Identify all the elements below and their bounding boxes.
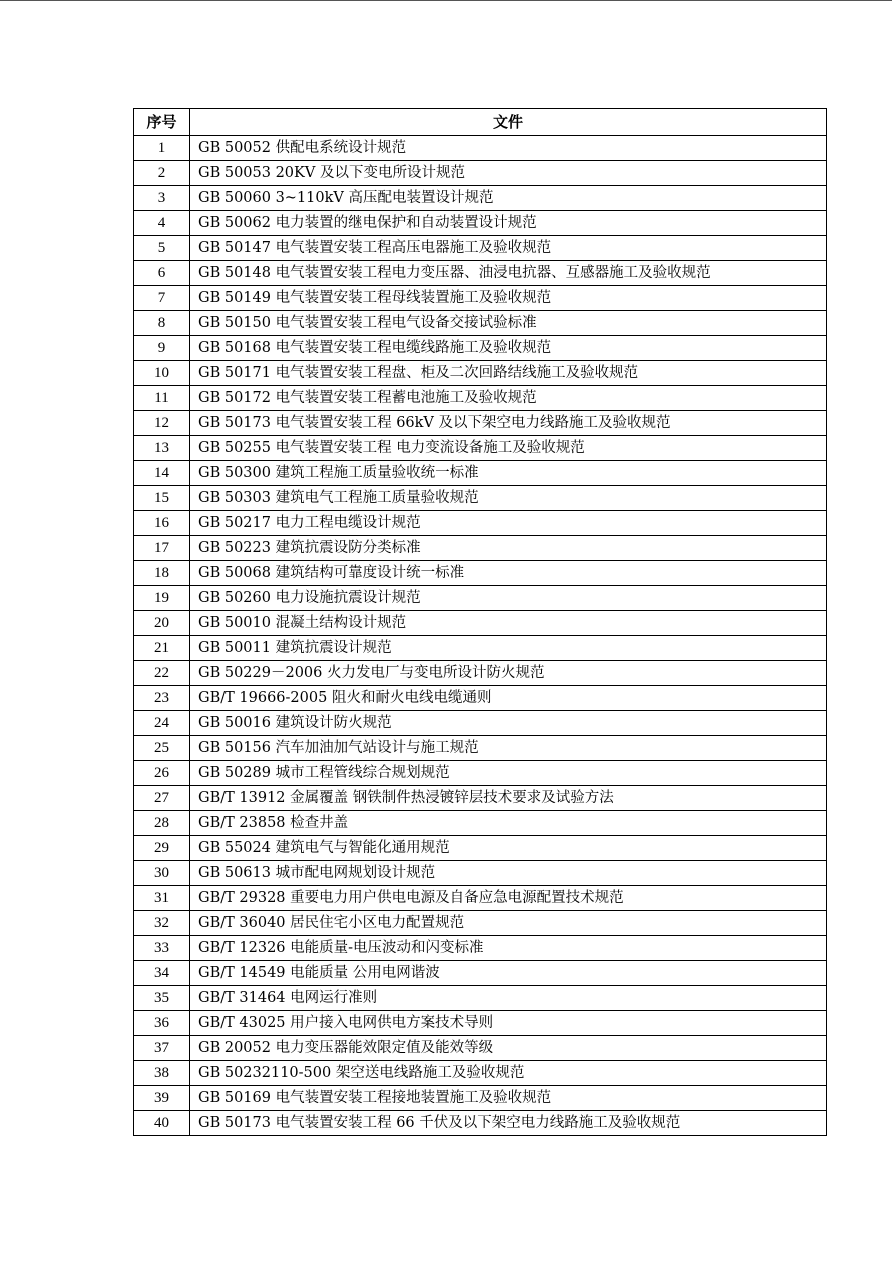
row-index: 26: [134, 761, 190, 786]
table-row: [134, 536, 827, 561]
table-row: [134, 386, 827, 411]
table-row: [134, 136, 827, 161]
row-document: GB 50060 3~110kV 高压配电装置设计规范: [190, 186, 827, 211]
table-body: [134, 136, 827, 1136]
standards-table: [133, 108, 827, 1136]
table-row: [134, 161, 827, 186]
row-document: GB/T 43025 用户接入电网供电方案技术导则: [190, 1011, 827, 1036]
table-row: [134, 186, 827, 211]
row-index: 37: [134, 1036, 190, 1061]
row-index: 8: [134, 311, 190, 336]
row-document: GB 50156 汽车加油加气站设计与施工规范: [190, 736, 827, 761]
table-row: [134, 561, 827, 586]
row-index: 38: [134, 1061, 190, 1086]
row-index: 39: [134, 1086, 190, 1111]
row-index: 25: [134, 736, 190, 761]
table-row: [134, 511, 827, 536]
header-index: 序号: [134, 109, 190, 136]
row-document: GB 50169 电气装置安装工程接地装置施工及验收规范: [190, 1086, 827, 1111]
row-document: GB 50168 电气装置安装工程电缆线路施工及验收规范: [190, 336, 827, 361]
table-row: [134, 611, 827, 636]
table-row: [134, 361, 827, 386]
row-index: 12: [134, 411, 190, 436]
row-index: 14: [134, 461, 190, 486]
row-document: GB 50613 城市配电网规划设计规范: [190, 861, 827, 886]
table-row: [134, 636, 827, 661]
row-document: GB 50011 建筑抗震设计规范: [190, 636, 827, 661]
table-row: [134, 711, 827, 736]
table-row: [134, 1061, 827, 1086]
row-document: GB 50053 20KV 及以下变电所设计规范: [190, 161, 827, 186]
row-document: GB 50229－2006 火力发电厂与变电所设计防火规范: [190, 661, 827, 686]
table-row: [134, 286, 827, 311]
table-row: [134, 836, 827, 861]
row-document: GB 50068 建筑结构可靠度设计统一标准: [190, 561, 827, 586]
row-index: 31: [134, 886, 190, 911]
row-index: 2: [134, 161, 190, 186]
row-document: GB 50052 供配电系统设计规范: [190, 136, 827, 161]
table-row: [134, 311, 827, 336]
row-document: GB/T 19666-2005 阻火和耐火电线电缆通则: [190, 686, 827, 711]
row-document: GB/T 14549 电能质量 公用电网谐波: [190, 961, 827, 986]
row-document: GB 50289 城市工程管线综合规划规范: [190, 761, 827, 786]
row-index: 21: [134, 636, 190, 661]
row-document: GB 50173 电气装置安装工程 66kV 及以下架空电力线路施工及验收规范: [190, 411, 827, 436]
row-index: 32: [134, 911, 190, 936]
row-index: 4: [134, 211, 190, 236]
row-document: GB/T 29328 重要电力用户供电电源及自备应急电源配置技术规范: [190, 886, 827, 911]
header-document: 文件: [190, 109, 827, 136]
table-row: [134, 736, 827, 761]
row-index: 13: [134, 436, 190, 461]
table-row: [134, 211, 827, 236]
row-document: GB 50010 混凝土结构设计规范: [190, 611, 827, 636]
row-index: 15: [134, 486, 190, 511]
row-document: GB 50149 电气装置安装工程母线装置施工及验收规范: [190, 286, 827, 311]
row-index: 27: [134, 786, 190, 811]
row-index: 19: [134, 586, 190, 611]
row-document: GB/T 31464 电网运行准则: [190, 986, 827, 1011]
table-row: [134, 886, 827, 911]
table-row: [134, 1011, 827, 1036]
row-document: GB 50171 电气装置安装工程盘、柜及二次回路结线施工及验收规范: [190, 361, 827, 386]
table-row: [134, 411, 827, 436]
table-header-row: [134, 109, 827, 136]
row-document: GB 50260 电力设施抗震设计规范: [190, 586, 827, 611]
table-row: [134, 236, 827, 261]
row-document: GB/T 13912 金属覆盖 钢铁制件热浸镀锌层技术要求及试验方法: [190, 786, 827, 811]
row-index: 36: [134, 1011, 190, 1036]
row-index: 7: [134, 286, 190, 311]
row-index: 20: [134, 611, 190, 636]
table-row: [134, 436, 827, 461]
table-row: [134, 461, 827, 486]
table-row: [134, 786, 827, 811]
row-document: GB 50016 建筑设计防火规范: [190, 711, 827, 736]
table-row: [134, 261, 827, 286]
table-row: [134, 686, 827, 711]
row-document: GB 50062 电力装置的继电保护和自动装置设计规范: [190, 211, 827, 236]
row-index: 9: [134, 336, 190, 361]
table-row: [134, 961, 827, 986]
row-document: GB 50150 电气装置安装工程电气设备交接试验标准: [190, 311, 827, 336]
row-index: 1: [134, 136, 190, 161]
table-row: [134, 936, 827, 961]
row-document: GB 50232110-500 架空送电线路施工及验收规范: [190, 1061, 827, 1086]
row-index: 22: [134, 661, 190, 686]
table-row: [134, 911, 827, 936]
row-index: 30: [134, 861, 190, 886]
row-index: 10: [134, 361, 190, 386]
table-row: [134, 336, 827, 361]
row-document: GB 50217 电力工程电缆设计规范: [190, 511, 827, 536]
row-index: 29: [134, 836, 190, 861]
table-row: [134, 811, 827, 836]
row-document: GB 55024 建筑电气与智能化通用规范: [190, 836, 827, 861]
table-row: [134, 586, 827, 611]
row-index: 3: [134, 186, 190, 211]
row-document: GB/T 12326 电能质量-电压波动和闪变标准: [190, 936, 827, 961]
row-document: GB 50148 电气装置安装工程电力变压器、油浸电抗器、互感器施工及验收规范: [190, 261, 827, 286]
row-index: 28: [134, 811, 190, 836]
row-index: 40: [134, 1111, 190, 1136]
row-index: 23: [134, 686, 190, 711]
row-index: 6: [134, 261, 190, 286]
row-index: 34: [134, 961, 190, 986]
row-index: 33: [134, 936, 190, 961]
table-row: [134, 1086, 827, 1111]
row-index: 18: [134, 561, 190, 586]
row-index: 17: [134, 536, 190, 561]
row-index: 24: [134, 711, 190, 736]
page-top-border: [0, 0, 892, 1]
row-document: GB 50147 电气装置安装工程高压电器施工及验收规范: [190, 236, 827, 261]
table-row: [134, 761, 827, 786]
table-row: [134, 861, 827, 886]
row-document: GB/T 23858 检查井盖: [190, 811, 827, 836]
row-index: 11: [134, 386, 190, 411]
row-document: GB 50172 电气装置安装工程蓄电池施工及验收规范: [190, 386, 827, 411]
row-document: GB 50300 建筑工程施工质量验收统一标准: [190, 461, 827, 486]
row-document: GB 50303 建筑电气工程施工质量验收规范: [190, 486, 827, 511]
row-document: GB 50255 电气装置安装工程 电力变流设备施工及验收规范: [190, 436, 827, 461]
row-document: GB 50223 建筑抗震设防分类标准: [190, 536, 827, 561]
row-index: 35: [134, 986, 190, 1011]
table-row: [134, 1111, 827, 1136]
table-row: [134, 1036, 827, 1061]
table-row: [134, 486, 827, 511]
row-index: 16: [134, 511, 190, 536]
table-row: [134, 661, 827, 686]
row-index: 5: [134, 236, 190, 261]
table-row: [134, 986, 827, 1011]
row-document: GB 50173 电气装置安装工程 66 千伏及以下架空电力线路施工及验收规范: [190, 1111, 827, 1136]
row-document: GB/T 36040 居民住宅小区电力配置规范: [190, 911, 827, 936]
row-document: GB 20052 电力变压器能效限定值及能效等级: [190, 1036, 827, 1061]
